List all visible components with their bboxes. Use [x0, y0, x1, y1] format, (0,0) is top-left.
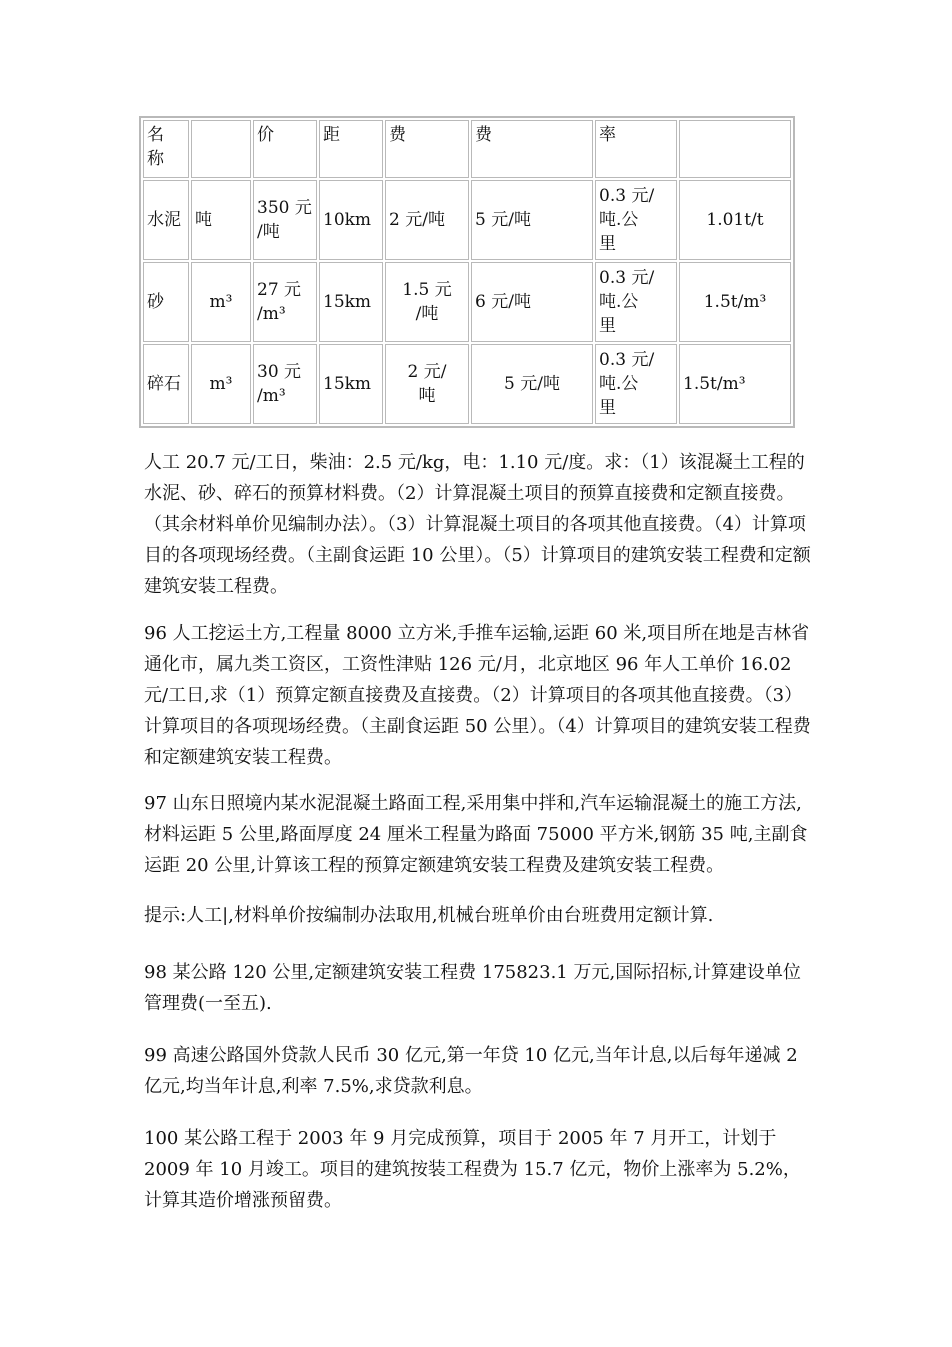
- table-cell: [595, 344, 677, 424]
- cell-text: 5 元/吨: [504, 374, 560, 394]
- cell-text: 350 元 /吨: [257, 198, 312, 242]
- table-cell: [319, 180, 383, 260]
- header-cell: [471, 120, 593, 178]
- problem-96-paragraph: 96 人工挖运土方,工程量 8000 立方米,手推车运输,运距 60 米,项目所在地是吉林省通化市，属九类工资区，工资性津贴 126 元/月，北京地区 96 年人工单价 16.02 元/工日,求（1）预算定额直接费及直接费。（2）计算项目的各项其他直接费。（3）计算项目的各项现场经费。（主副食运距 50 公里）。（4）计算项目的建筑安装工程费和定额建筑安装工程费。: [144, 623, 811, 768]
- table-cell: [191, 180, 251, 260]
- table-cell: [471, 344, 593, 424]
- table-row: [143, 180, 791, 260]
- header-cell: [385, 120, 469, 178]
- materials-table: [139, 116, 795, 428]
- table-cell: [385, 180, 469, 260]
- cell-text: 1.5 元 /吨: [402, 280, 452, 324]
- hint-paragraph: 提示:人工|,材料单价按编制办法取用,机械台班单价由台班费用定额计算.: [144, 905, 714, 926]
- table-cell: [253, 344, 317, 424]
- cell-text: 2 元/吨: [389, 210, 445, 230]
- header-cell: [191, 120, 251, 178]
- header-cell: [143, 120, 189, 178]
- table-cell: [191, 344, 251, 424]
- problem-100-paragraph: 100 某公路工程于 2003 年 9 月完成预算，项目于 2005 年 7 月开工，计划于 2009 年 10 月竣工。项目的建筑按装工程费为 15.7 亿元，物价上涨率为 5.2%，计算其造价增涨预留费。: [144, 1128, 801, 1211]
- header-text: 价: [257, 125, 274, 145]
- header-text: 费: [475, 125, 492, 145]
- header-cell: [253, 120, 317, 178]
- cell-text: 水泥: [147, 210, 181, 230]
- header-text: 费: [389, 125, 406, 145]
- table-cell: [679, 262, 791, 342]
- cell-text: m³: [209, 374, 233, 394]
- cell-text: m³: [209, 292, 233, 312]
- cell-text: 2 元/ 吨: [407, 362, 447, 406]
- table-cell: [143, 180, 189, 260]
- cell-text: 吨: [195, 210, 212, 230]
- problem-99-paragraph: 99 高速公路国外贷款人民币 30 亿元,第一年贷 10 亿元,当年计息,以后每年递减 2 亿元,均当年计息,利率 7.5%,求贷款利息。: [144, 1045, 798, 1097]
- problem-97-paragraph: 97 山东日照境内某水泥混凝土路面工程,采用集中拌和,汽车运输混凝土的施工方法,材料运距 5 公里,路面厚度 24 厘米工程量为路面 75000 平方米,钢筋 35 吨,主副食运距 20 公里,计算该工程的预算定额建筑安装工程费及建筑安装工程费。: [144, 793, 808, 876]
- header-text: 名 称: [147, 125, 164, 169]
- table-cell: [385, 344, 469, 424]
- cell-text: 1.5t/m³: [703, 292, 767, 312]
- cell-text: 5 元/吨: [475, 210, 531, 230]
- cell-text: 0.3 元/ 吨.公 里: [599, 350, 655, 418]
- table-cell: [143, 262, 189, 342]
- table-cell: [319, 262, 383, 342]
- table-cell: [319, 344, 383, 424]
- header-cell: [319, 120, 383, 178]
- cell-text: 10km: [323, 210, 372, 230]
- table-row: [143, 262, 791, 342]
- table-cell: [143, 344, 189, 424]
- table-cell: [471, 262, 593, 342]
- table-cell: [679, 344, 791, 424]
- cell-text: 27 元 /m³: [257, 280, 302, 324]
- cell-text: 碎石: [147, 374, 181, 394]
- table-cell: [191, 262, 251, 342]
- cell-text: 0.3 元/ 吨.公 里: [599, 186, 655, 254]
- table-row: [143, 344, 791, 424]
- table-cell: [253, 262, 317, 342]
- problem-98-paragraph: 98 某公路 120 公里,定额建筑安装工程费 175823.1 万元,国际招标,计算建设单位管理费(一至五).: [144, 962, 801, 1014]
- cell-text: 1.5t/m³: [683, 374, 746, 394]
- cell-text: 砂: [147, 292, 164, 312]
- cell-text: 15km: [323, 374, 372, 394]
- table-cell: [679, 180, 791, 260]
- header-cell: [595, 120, 677, 178]
- problem-paragraph: 人工 20.7 元/工日，柴油：2.5 元/kg，电：1.10 元/度。求：（1）该混凝土工程的水泥、砂、碎石的预算材料费。（2）计算混凝土项目的预算直接费和定额直接费。（其余材料单价见编制办法）。（3）计算混凝土项目的各项其他直接费。（4）计算项目的各项现场经费。（主副食运距 10 公里）。（5）计算项目的建筑安装工程费和定额建筑安装工程费。: [144, 452, 811, 597]
- table-cell: [595, 262, 677, 342]
- header-text: 率: [599, 125, 616, 145]
- table-cell: [385, 262, 469, 342]
- cell-text: 6 元/吨: [475, 292, 531, 312]
- header-text: 距: [323, 125, 340, 145]
- cell-text: 15km: [323, 292, 372, 312]
- table-header-row: [143, 120, 791, 178]
- table-cell: [595, 180, 677, 260]
- table-cell: [471, 180, 593, 260]
- cell-text: 1.01t/t: [706, 210, 764, 230]
- cell-text: 30 元 /m³: [257, 362, 302, 406]
- header-cell: [679, 120, 791, 178]
- cell-text: 0.3 元/ 吨.公 里: [599, 268, 655, 336]
- table-cell: [253, 180, 317, 260]
